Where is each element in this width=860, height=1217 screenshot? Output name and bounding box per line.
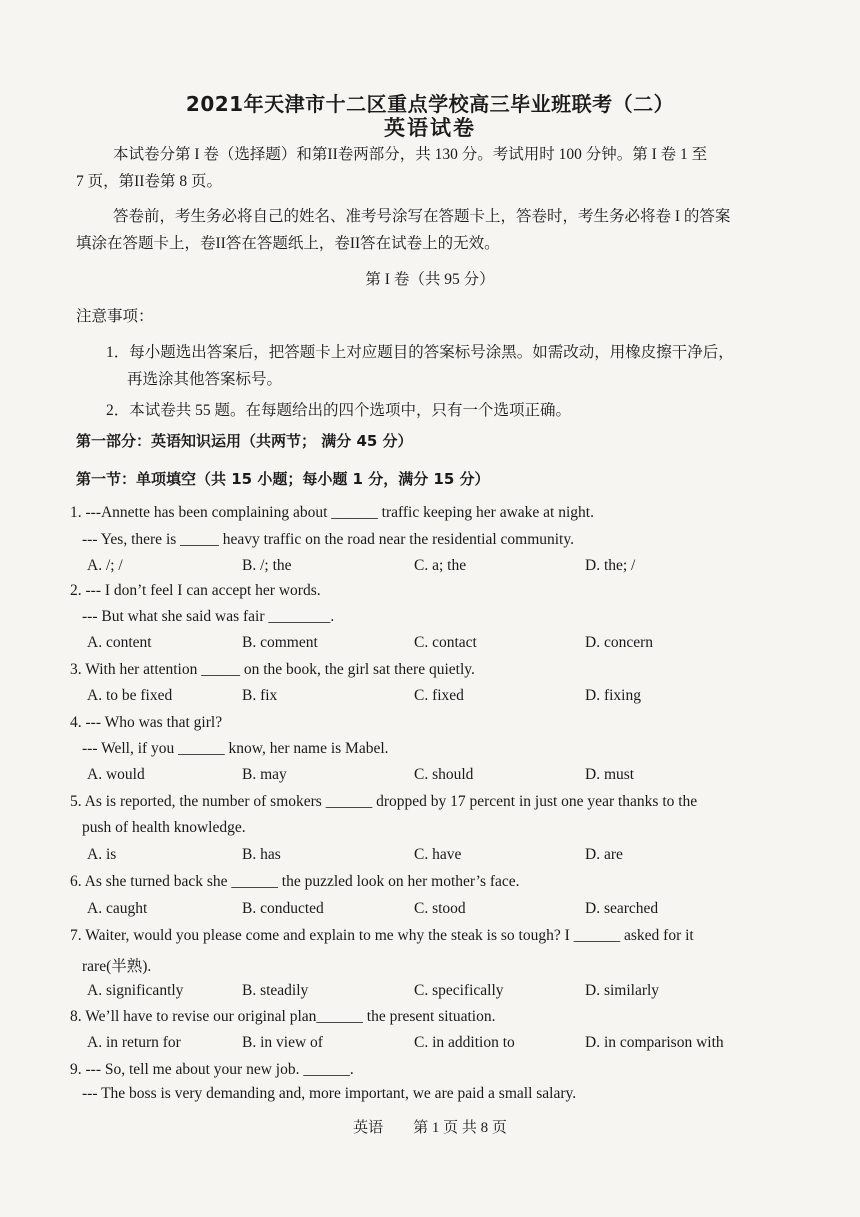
note-item-2: 2．本试卷共 55 题。在每题给出的四个选项中，只有一个选项正确。 [106, 402, 572, 419]
q8-option-c: C. in addition to [414, 1034, 515, 1051]
q8-option-b: B. in view of [242, 1034, 323, 1051]
q4-option-c: C. should [414, 766, 474, 783]
intro-line-4: 填涂在答题卡上，卷II答在答题纸上，卷II答在试卷上的无效。 [76, 235, 500, 252]
q1-option-a: A. /; / [87, 557, 123, 574]
question-9-line-2: --- The boss is very demanding and, more important, we are paid a small salary. [82, 1085, 577, 1102]
question-2-line-1: 2. --- I don’t feel I can accept her words. [70, 582, 321, 599]
question-2-line-2: --- But what she said was fair ________. [82, 608, 335, 625]
q3-option-d: D. fixing [585, 687, 641, 704]
question-8-line-1: 8. We’ll have to revise our original plan______ the present situation. [70, 1008, 496, 1025]
intro-line-3: 答卷前，考生务必将自己的姓名、准考号涂写在答题卡上，答卷时，考生务必将卷 I 的答案 [113, 208, 731, 225]
q7-option-c: C. specifically [414, 982, 504, 999]
question-4-line-2: --- Well, if you ______ know, her name is Mabel. [82, 740, 389, 757]
question-5-line-2: push of health knowledge. [82, 819, 246, 836]
q6-option-a: A. caught [87, 900, 148, 917]
q6-option-b: B. conducted [242, 900, 324, 917]
question-1-line-1: 1. ---Annette has been complaining about ______ traffic keeping her awake at night. [70, 504, 594, 521]
question-3-line-1: 3. With her attention _____ on the book, the girl sat there quietly. [70, 661, 475, 678]
q3-option-c: C. fixed [414, 687, 464, 704]
q6-option-d: D. searched [585, 900, 659, 917]
section-heading: 第一节：单项填空（共 15 小题；每小题 1 分，满分 15 分） [76, 470, 490, 488]
question-1-line-2: --- Yes, there is _____ heavy traffic on the road near the residential community. [82, 531, 574, 548]
q4-option-d: D. must [585, 766, 635, 783]
q3-option-b: B. fix [242, 687, 278, 704]
q2-option-c: C. contact [414, 634, 477, 651]
question-9-line-1: 9. --- So, tell me about your new job. ______. [70, 1061, 354, 1078]
q7-option-b: B. steadily [242, 982, 309, 999]
q8-option-a: A. in return for [87, 1034, 181, 1051]
page-footer: 英语 第 1 页 共 8 页 [353, 1120, 507, 1136]
exam-subtitle: 英语试卷 [384, 116, 476, 140]
q5-option-c: C. have [414, 846, 462, 863]
intro-line-1: 本试卷分第 I 卷（选择题）和第II卷两部分，共 130 分。考试用时 100 分钟。第 I 卷 1 至 [113, 146, 708, 163]
q1-option-c: C. a; the [414, 557, 467, 574]
intro-line-2: 7 页，第II卷第 8 页。 [76, 173, 222, 190]
q7-option-d: D. similarly [585, 982, 660, 999]
section-title: 第 I 卷（共 95 分） [365, 271, 495, 288]
question-5-line-1: 5. As is reported, the number of smokers ______ dropped by 17 percent in just one year thanks to the [70, 793, 698, 810]
note-item-1: 1．每小题选出答案后，把答题卡上对应题目的答案标号涂黑。如需改动，用橡皮擦干净后， [106, 344, 734, 361]
exam-title: 2021年天津市十二区重点学校高三毕业班联考（二） [185, 92, 675, 116]
question-4-line-1: 4. --- Who was that girl? [70, 714, 223, 731]
q3-option-a: A. to be fixed [87, 687, 173, 704]
note-item-1-cont: 再选涂其他答案标号。 [127, 371, 283, 388]
q1-option-d: D. the; / [585, 557, 636, 574]
q2-option-a: A. content [87, 634, 152, 651]
question-7-line-1: 7. Waiter, would you please come and explain to me why the steak is so tough? I ______ asked for it [70, 927, 694, 944]
q6-option-c: C. stood [414, 900, 466, 917]
q5-option-d: D. are [585, 846, 623, 863]
q5-option-b: B. has [242, 846, 281, 863]
question-7-line-2: rare(半熟). [82, 958, 152, 975]
q4-option-a: A. would [87, 766, 145, 783]
part-heading: 第一部分：英语知识运用（共两节； 满分 45 分） [76, 432, 413, 450]
q8-option-d: D. in comparison with [585, 1034, 724, 1051]
q5-option-a: A. is [87, 846, 117, 863]
q2-option-b: B. comment [242, 634, 318, 651]
notes-heading: 注意事项： [76, 308, 154, 325]
question-6-line-1: 6. As she turned back she ______ the puzzled look on her mother’s face. [70, 873, 520, 890]
q4-option-b: B. may [242, 766, 287, 783]
q7-option-a: A. significantly [87, 982, 184, 999]
q2-option-d: D. concern [585, 634, 653, 651]
q1-option-b: B. /; the [242, 557, 292, 574]
